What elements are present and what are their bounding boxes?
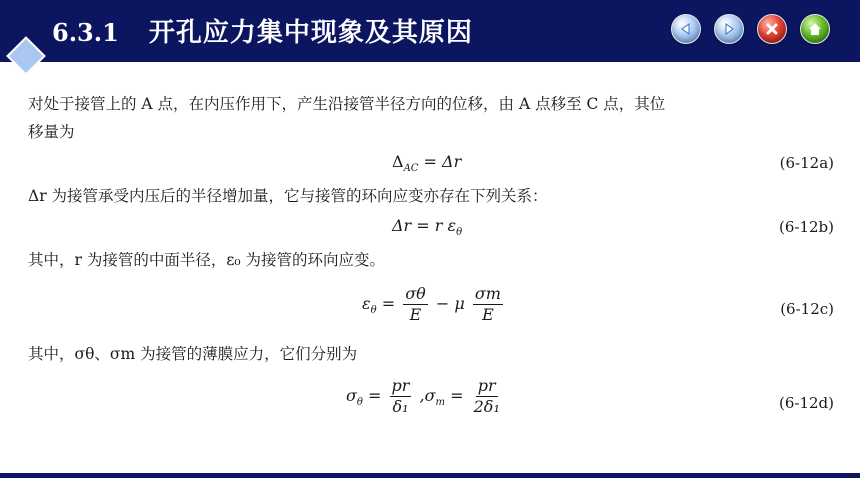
eq-d-fraction-1	[390, 376, 412, 417]
eq-c-equals: =	[381, 294, 396, 313]
equation-number-a: (6-12a)	[779, 154, 834, 172]
close-button[interactable]	[757, 14, 787, 44]
equation-number-b: (6-12b)	[778, 218, 834, 236]
paragraph-2: Δr 为接管承受内压后的半径增加量，它与接管的环向应变亦存在下列关系：	[28, 187, 548, 205]
eq-b-body: Δr = r ε	[392, 216, 457, 235]
paragraph-4: 其中，σθ、σm 为接管的薄膜应力，它们分别为	[28, 345, 358, 363]
equation-6-12a	[392, 152, 461, 174]
eq-c-fraction-2	[473, 284, 503, 325]
eq-d-f2-den: 2δ₁	[473, 397, 500, 416]
eq-d-sub-theta: θ	[356, 397, 363, 409]
prev-button[interactable]	[671, 14, 701, 44]
equation-6-12d	[346, 376, 505, 417]
eq-b-sub: θ	[456, 227, 463, 239]
arrow-left-icon	[678, 21, 694, 37]
header-bar	[0, 0, 860, 62]
eq-d-sigma-m: ,σ	[419, 386, 436, 405]
equation-6-12b	[392, 216, 462, 238]
eq-c-fraction-1	[403, 284, 428, 325]
nav-buttons	[671, 14, 830, 44]
eq-d-f1-den: δ₁	[392, 397, 409, 416]
page-title	[52, 12, 473, 49]
eq-a-sub: AC	[403, 163, 419, 175]
eq-d-fraction-2	[472, 376, 502, 417]
eq-c-minus-mu: − μ	[435, 294, 465, 313]
paragraph-1-line-1: 对处于接管上的 A 点，在内压作用下，产生沿接管半径方向的位移，由 A 点移至 C 点，其位	[28, 95, 666, 113]
eq-a-lhs: Δ	[392, 152, 404, 171]
footer-bar	[0, 473, 860, 478]
paragraph-1-line-2: 移量为	[28, 123, 75, 141]
eq-d-equals-2: =	[450, 386, 464, 405]
eq-c-f1-den: E	[409, 305, 422, 324]
equation-6-12c	[362, 284, 506, 325]
eq-d-f1-num: pr	[391, 376, 410, 395]
eq-c-f2-num: σm	[474, 284, 501, 303]
eq-d-sigma-theta: σ	[346, 386, 357, 405]
equation-number-d: (6-12d)	[778, 394, 834, 412]
section-number: 6.3.1	[52, 18, 119, 47]
home-icon	[807, 21, 823, 37]
eq-c-lhs-sub: θ	[370, 305, 377, 317]
eq-d-sub-m: m	[435, 397, 446, 409]
eq-c-f1-num: σθ	[405, 284, 426, 303]
home-button[interactable]	[800, 14, 830, 44]
paragraph-3: 其中，r 为接管的中面半径，ε₀ 为接管的环向应变。	[28, 251, 386, 269]
equation-number-c: (6-12c)	[780, 300, 834, 318]
arrow-right-icon	[721, 21, 737, 37]
next-button[interactable]	[714, 14, 744, 44]
eq-a-rhs: = Δr	[423, 152, 462, 171]
section-title: 开孔应力集中现象及其原因	[148, 18, 473, 48]
eq-d-f2-num: pr	[477, 376, 496, 395]
eq-d-equals-1: =	[368, 386, 382, 405]
eq-c-lhs: ε	[362, 294, 371, 313]
close-icon	[764, 21, 780, 37]
eq-c-f2-den: E	[482, 305, 494, 324]
paragraph-1	[28, 90, 838, 146]
